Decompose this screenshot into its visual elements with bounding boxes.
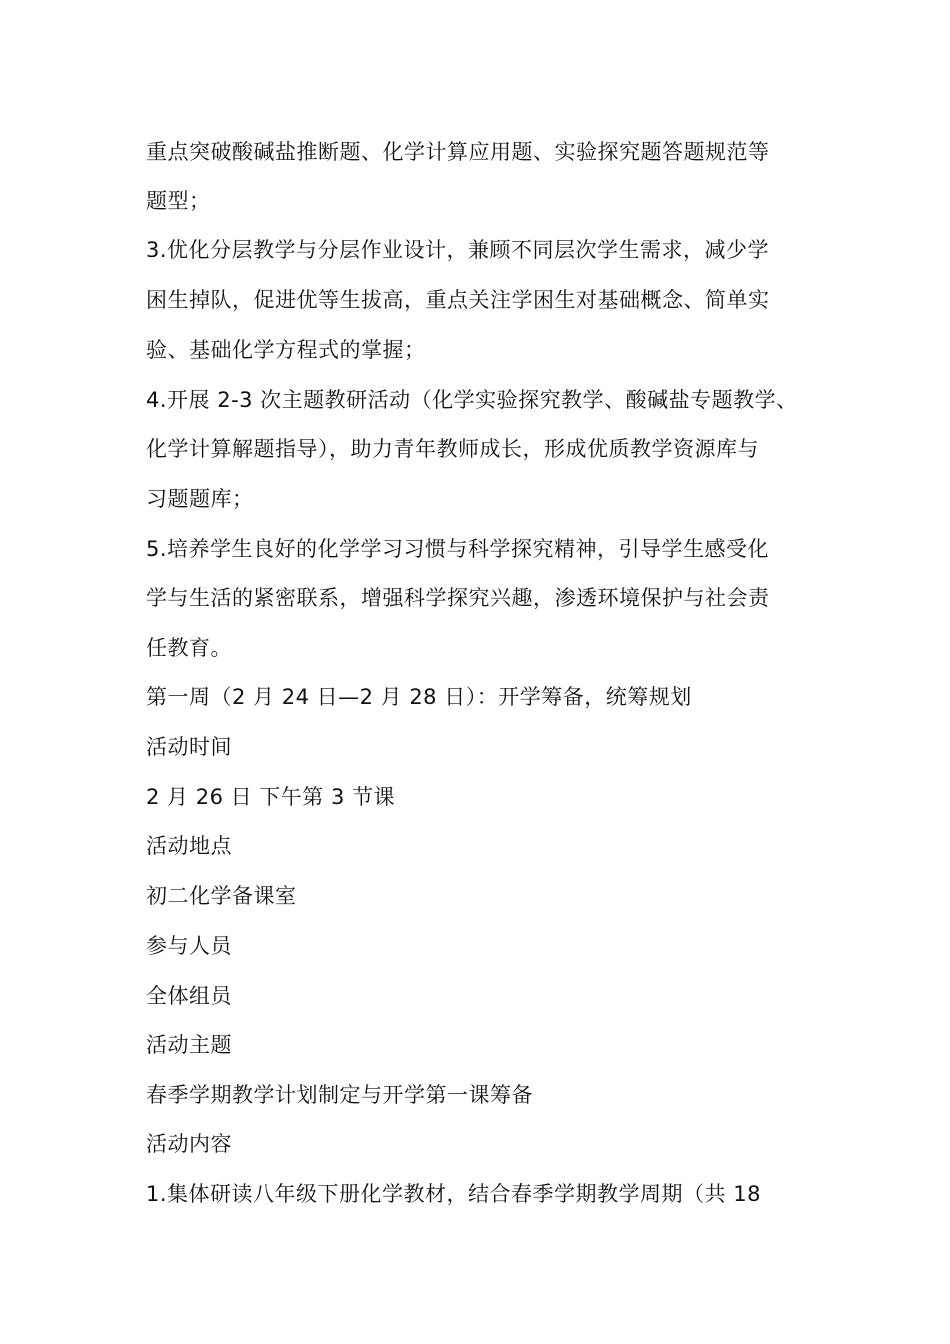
paragraph-line: 习题题库； (146, 487, 254, 511)
paragraph-line: 任教育。 (146, 636, 232, 660)
field-label-location: 活动地点 (146, 834, 232, 858)
paragraph-line: 4.开展 2-3 次主题教研活动（化学实验探究教学、酸碱盐专题教学、 (146, 388, 798, 412)
paragraph-line: 5.培养学生良好的化学学习习惯与科学探究精神，引导学生感受化 (146, 537, 770, 561)
field-value-time: 2 月 26 日 下午第 3 节课 (146, 785, 395, 809)
field-label-theme: 活动主题 (146, 1033, 232, 1057)
week-heading: 第一周（2 月 24 日—2 月 28 日）：开学筹备，统筹规划 (146, 685, 692, 709)
paragraph-line: 学与生活的紧密联系，增强科学探究兴趣，渗透环境保护与社会责 (146, 586, 770, 610)
paragraph-line: 1.集体研读八年级下册化学教材，结合春季学期教学周期（共 18 (146, 1182, 761, 1206)
paragraph-line: 题型； (146, 189, 211, 213)
field-label-content: 活动内容 (146, 1132, 232, 1156)
field-value-location: 初二化学备课室 (146, 884, 297, 908)
paragraph-line: 化学计算解题指导），助力青年教师成长，形成优质教学资源库与 (146, 437, 759, 461)
paragraph-line: 3.优化分层教学与分层作业设计，兼顾不同层次学生需求，减少学 (146, 238, 770, 262)
field-label-time: 活动时间 (146, 735, 232, 759)
paragraph-line: 重点突破酸碱盐推断题、化学计算应用题、实验探究题答题规范等 (146, 140, 770, 164)
field-value-participants: 全体组员 (146, 984, 232, 1008)
field-label-participants: 参与人员 (146, 934, 232, 958)
field-value-theme: 春季学期教学计划制定与开学第一课筹备 (146, 1083, 533, 1107)
paragraph-line: 验、基础化学方程式的掌握； (146, 338, 426, 362)
paragraph-line: 困生掉队，促进优等生拔高，重点关注学困生对基础概念、简单实 (146, 288, 770, 312)
